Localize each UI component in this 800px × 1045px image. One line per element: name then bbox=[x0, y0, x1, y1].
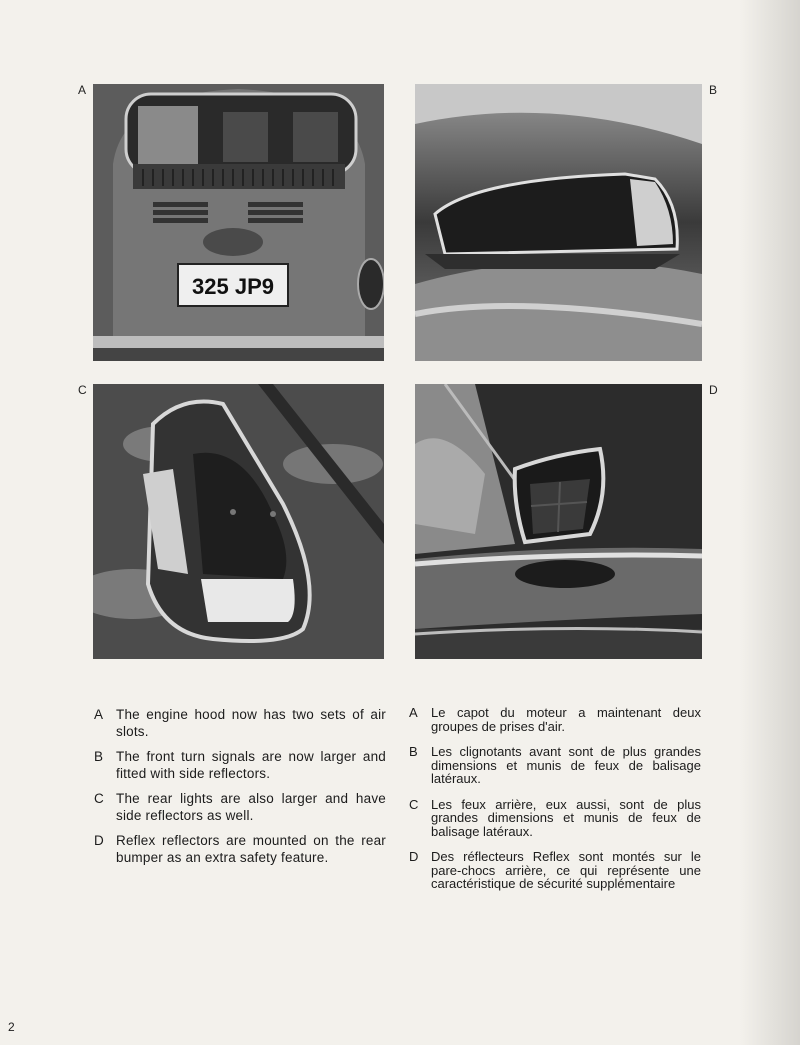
caption-item-a-fr bbox=[409, 706, 701, 733]
caption-item-d-fr bbox=[409, 850, 701, 891]
caption-text: Les feux arrière, eux aussi, sont de plus grandes dimensions et munis de feux de balisage latéraux. bbox=[431, 796, 701, 839]
caption-text: Reflex reflectors are mounted on the rear bumper as an extra safety feature. bbox=[116, 833, 386, 865]
caption-letter: D bbox=[94, 833, 104, 848]
caption-text: Des réflecteurs Reflex sont montés sur le pare-chocs arrière, ce qui représente une caractéristique de sécurité supplémentaire bbox=[431, 849, 701, 891]
page-number: 2 bbox=[8, 1020, 15, 1034]
caption-item-d-en bbox=[94, 832, 386, 866]
captions-english bbox=[94, 706, 386, 874]
photo-b-front-turn-signal bbox=[415, 84, 702, 361]
figure-label-a: A bbox=[78, 83, 87, 97]
figure-label-d: D bbox=[709, 383, 718, 397]
caption-item-c-fr bbox=[409, 798, 701, 839]
page-edge-shadow bbox=[740, 0, 800, 1045]
caption-text: The rear lights are also larger and have side reflectors as well. bbox=[116, 791, 386, 823]
caption-item-c-en bbox=[94, 790, 386, 824]
photo-c-rear-light bbox=[93, 384, 384, 659]
caption-letter: B bbox=[409, 744, 418, 759]
caption-letter: A bbox=[94, 707, 104, 722]
caption-text: The engine hood now has two sets of air slots. bbox=[116, 707, 386, 739]
caption-letter: C bbox=[409, 796, 419, 812]
captions-french bbox=[409, 706, 701, 903]
caption-letter: C bbox=[94, 791, 104, 806]
caption-letter: B bbox=[94, 749, 104, 764]
caption-item-a-en bbox=[94, 706, 386, 740]
figure-label-b: B bbox=[709, 83, 718, 97]
caption-text: The front turn signals are now larger and fitted with side reflectors. bbox=[116, 749, 386, 781]
caption-text: Les clignotants avant sont de plus grandes dimensions et munis de feux de balisage latéraux. bbox=[431, 744, 701, 786]
caption-item-b-en bbox=[94, 748, 386, 782]
photo-a-engine-hood bbox=[93, 84, 384, 361]
photo-d-bumper-reflector bbox=[415, 384, 702, 659]
figure-label-c: C bbox=[78, 383, 87, 397]
caption-letter: A bbox=[409, 705, 418, 720]
caption-letter: D bbox=[409, 849, 419, 864]
license-plate-text: 325 JP9 bbox=[192, 274, 274, 299]
caption-text: Le capot du moteur a maintenant deux groupes de prises d'air. bbox=[431, 705, 701, 734]
caption-item-b-fr bbox=[409, 745, 701, 786]
